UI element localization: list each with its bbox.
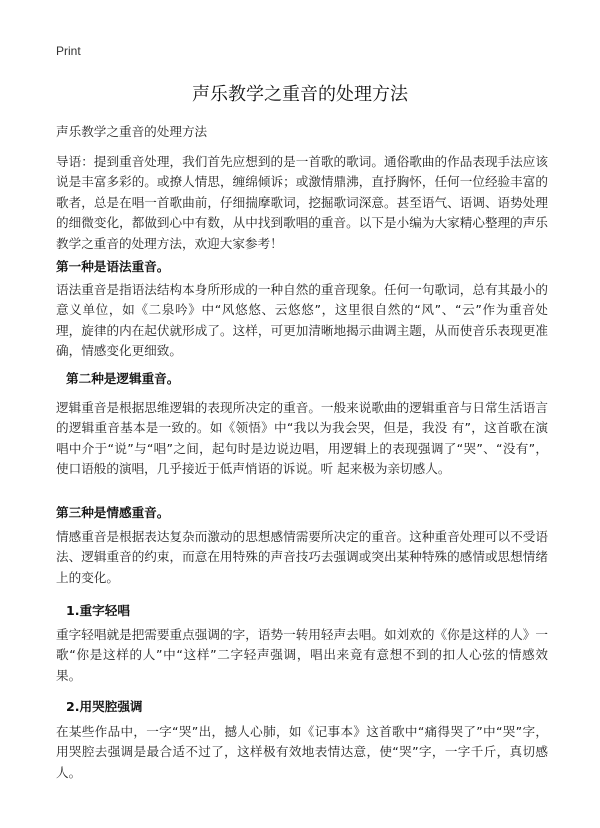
section-body-4: 重字轻唱就是把需要重点强调的字，语势一转用轻声去唱。如刘欢的《你是这样的人》一歌“你是这样的人”中“这样”二字轻声强调，唱出来竟有意想不到的扣人心弦的情感效果。 <box>56 627 548 683</box>
section-heading-1: 第一种是语法重音。 <box>56 259 170 274</box>
section-heading-3: 第三种是情感重音。 <box>56 505 170 520</box>
section-heading-5: 2.用哭腔强调 <box>66 699 143 714</box>
section-heading-2: 第二种是逻辑重音。 <box>66 371 180 386</box>
section-body-3: 情感重音是根据表达复杂而激动的思想感情需要所决定的重音。这种重音处理可以不受语法、逻辑重音的约束，而意在用特殊的声音技巧去强调或突出某种特殊的感情或思想情绪上的变化。 <box>56 529 548 585</box>
section-body-1: 语法重音是指语法结构本身所形成的一种自然的重音现象。任何一句歌词，总有其最小的意义单位，如《二泉吟》中“风悠悠、云悠悠”，这里很自然的“风”、“云”作为重音处理，旋律的内在起伏就形成了。这样，可更加清晰地揭示曲调主题，从而使音乐表现更准确，情感变化更细致。 <box>56 282 548 359</box>
section-body-2: 逻辑重音是根据思维逻辑的表现所决定的重音。一般来说歌曲的逻辑重音与日常生活语言的逻辑重音基本是一致的。如《领悟》中“我以为我会哭，但是，我没 有”，这首歌在演唱中介于“说”与“唱”之间，起句时是边说边唱，用逻辑上的表现强调了“哭”、“没有”，使口语般的演唱，几乎接近于低声悄语的诉说。听 起来极为亲切感人。 <box>56 400 548 477</box>
section-body-5: 在某些作品中，一字“哭”出，撼人心肺，如《记事本》这首歌中“痛得哭了”中“哭”字，用哭腔去强调是最合适不过了，这样极有效地表情达意，使“哭”字，一字千斤，真切感人。 <box>56 724 548 780</box>
page-title: 声乐教学之重音的处理方法 <box>192 84 408 105</box>
intro-paragraph: 导语：提到重音处理，我们首先应想到的是一首歌的歌词。通俗歌曲的作品表现手法应该说是丰富多彩的。或撩人情思，缠绵倾诉；或激情鼎沸，直抒胸怀，任何一位经验丰富的歌者，总是在唱一首歌曲前，仔细揣摩歌词，挖掘歌词深意。甚至语气、语调、语势处理的细微变化，都做到心中有数，从中找到歌唱的重音。以下是小编为大家精心整理的声乐教学之重音的处理方法，欢迎大家参考！ <box>56 154 548 251</box>
article-subtitle: 声乐教学之重音的处理方法 <box>56 124 208 139</box>
print-link[interactable]: Print <box>56 44 81 58</box>
section-heading-4: 1.重字轻唱 <box>66 603 130 618</box>
